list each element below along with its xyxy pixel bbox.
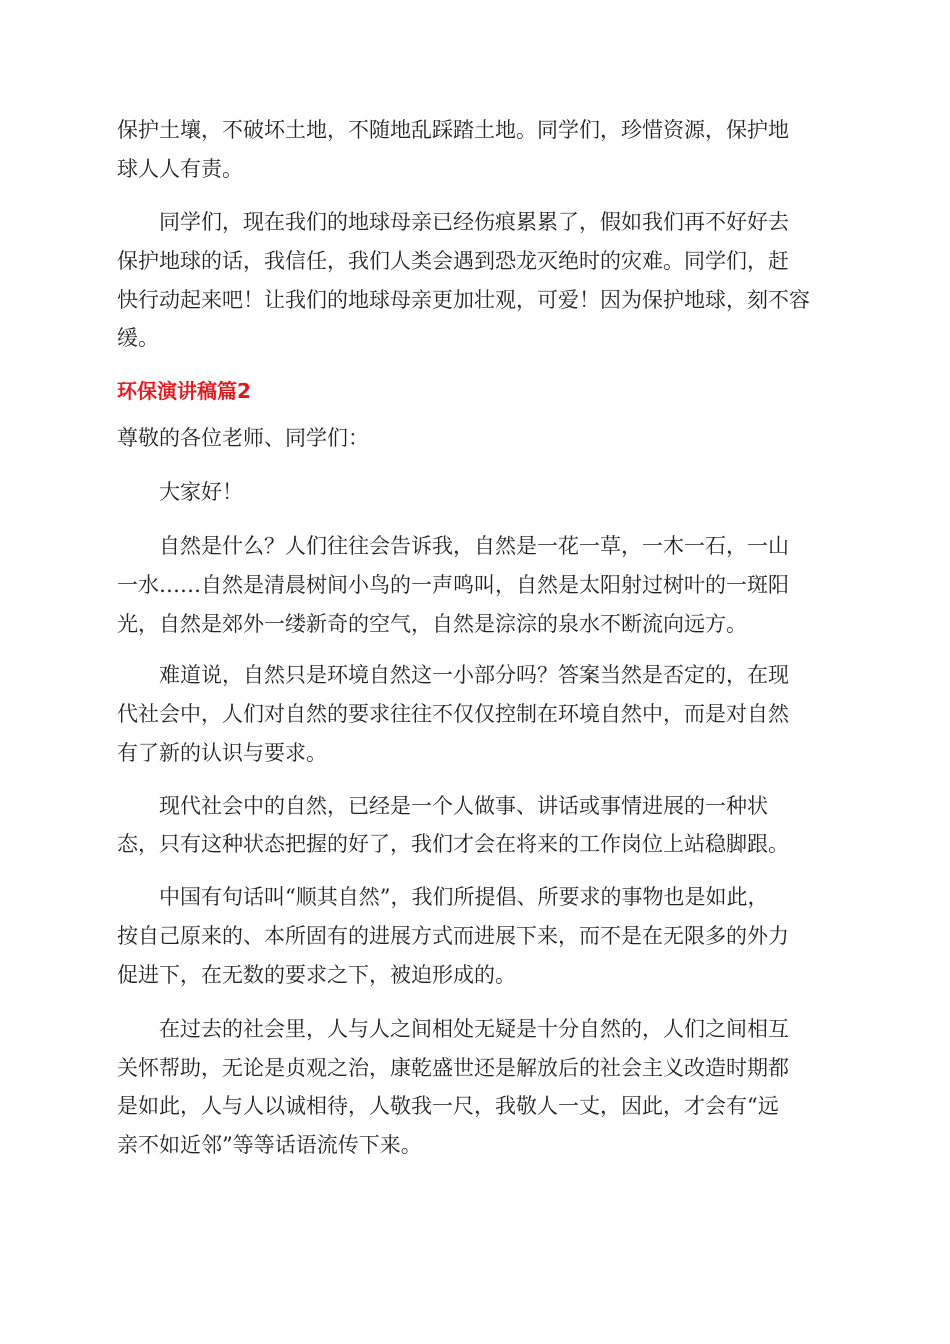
paragraph-line: 态，只有这种状态把握的好了，我们才会在将来的工作岗位上站稳脚跟。	[117, 832, 789, 856]
section-heading: 环保演讲稿篇2	[117, 379, 251, 403]
paragraph-line: 缓。	[117, 326, 159, 350]
paragraph-line: 保护地球的话，我信任，我们人类会遇到恐龙灭绝时的灾难。同学们，赶	[117, 249, 789, 273]
paragraph-line: 难道说，自然只是环境自然这一小部分吗？答案当然是否定的，在现	[117, 663, 789, 687]
paragraph-line: 一水……自然是清晨树间小鸟的一声鸣叫，自然是太阳射过树叶的一斑阳	[117, 573, 789, 597]
paragraph-line: 球人人有责。	[117, 157, 243, 181]
paragraph-line: 现代社会中的自然，已经是一个人做事、讲话或事情进展的一种状	[117, 794, 768, 818]
paragraph-line: 快行动起来吧！让我们的地球母亲更加壮观，可爱！因为保护地球，刻不容	[117, 288, 810, 312]
paragraph-line: 按自己原来的、本所固有的进展方式而进展下来，而不是在无限多的外力	[117, 924, 789, 948]
paragraph-line: 自然是什么？人们往往会告诉我，自然是一花一草，一木一石，一山	[117, 534, 789, 558]
paragraph-line: 同学们，现在我们的地球母亲已经伤痕累累了，假如我们再不好好去	[117, 210, 789, 234]
paragraph-line: 在过去的社会里，人与人之间相处无疑是十分自然的，人们之间相互	[117, 1017, 789, 1041]
paragraph-line: 是如此，人与人以诚相待，人敬我一尺，我敬人一丈，因此，才会有“远	[117, 1094, 779, 1118]
salutation: 尊敬的各位老师、同学们：	[117, 426, 369, 450]
greeting: 大家好！	[117, 480, 243, 504]
paragraph-line: 有了新的认识与要求。	[117, 741, 327, 765]
paragraph-line: 光，自然是郊外一缕新奇的空气，自然是淙淙的泉水不断流向远方。	[117, 612, 747, 636]
paragraph-line: 保护土壤，不破坏土地，不随地乱踩踏土地。同学们，珍惜资源，保护地	[117, 118, 789, 142]
paragraph-line: 关怀帮助，无论是贞观之治，康乾盛世还是解放后的社会主义改造时期都	[117, 1056, 789, 1080]
paragraph-line: 中国有句话叫“顺其自然”，我们所提倡、所要求的事物也是如此，	[117, 885, 769, 909]
paragraph-line: 亲不如近邻”等等话语流传下来。	[117, 1133, 422, 1157]
paragraph-line: 代社会中，人们对自然的要求往往不仅仅控制在环境自然中，而是对自然	[117, 702, 789, 726]
paragraph-line: 促进下，在无数的要求之下，被迫形成的。	[117, 963, 516, 987]
